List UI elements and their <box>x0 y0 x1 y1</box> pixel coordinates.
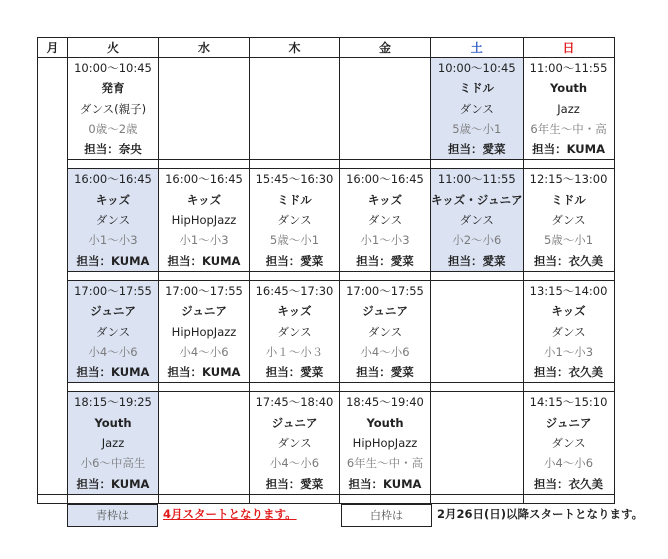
spacer-cell <box>159 160 250 169</box>
class-slot <box>431 58 524 160</box>
spacer-cell <box>250 160 340 169</box>
class-age: 小1～小3 <box>360 233 410 248</box>
class-age: 小1～小3 <box>88 233 138 248</box>
spacer-row <box>38 494 615 503</box>
day-header-sunday: 日 <box>523 38 614 58</box>
class-genre: ダンス <box>459 213 494 228</box>
class-genre: ダンス(親子) <box>79 101 147 116</box>
spacer-cell <box>250 494 340 503</box>
spacer-cell <box>523 271 614 280</box>
class-slot <box>340 169 431 271</box>
legend-white-box: 白枠は <box>341 504 432 527</box>
time-slot-row <box>38 392 615 494</box>
class-name: キッズ <box>277 304 312 319</box>
class-name: キッズ・ジュニア <box>431 192 523 207</box>
class-genre: ダンス <box>551 436 586 451</box>
empty-slot <box>38 392 68 494</box>
class-time: 16:00～16:45 <box>346 172 424 187</box>
class-genre: HipHopJazz <box>352 436 418 451</box>
legend-white-text: 2月26日(日)以降スタートとなります。 <box>437 507 644 521</box>
class-genre: ダンス <box>95 213 131 228</box>
class-time: 18:15～19:25 <box>74 395 152 410</box>
class-time: 13:15～14:00 <box>529 283 608 298</box>
class-name: ジュニア <box>545 415 592 430</box>
spacer-cell <box>340 383 431 392</box>
spacer-cell <box>340 494 431 503</box>
day-header-row <box>38 38 615 58</box>
class-teacher: 担当：愛菜 <box>356 253 414 268</box>
class-age: 小4～小6 <box>179 344 229 359</box>
class-teacher: 担当：KUMA <box>76 476 150 491</box>
class-time: 17:00～17:55 <box>346 283 424 298</box>
class-genre: ダンス <box>277 436 312 451</box>
class-teacher: 担当：KUMA <box>167 365 241 380</box>
spacer-cell <box>431 383 524 392</box>
empty-slot <box>38 169 68 271</box>
class-teacher: 担当：愛菜 <box>265 365 324 380</box>
class-name: ジュニア <box>271 415 318 430</box>
class-age: 5歳～小1 <box>543 233 594 248</box>
class-genre: ダンス <box>95 324 131 339</box>
spacer-row <box>38 160 615 169</box>
spacer-cell <box>159 383 250 392</box>
spacer-cell <box>68 160 159 169</box>
class-teacher: 担当：衣久美 <box>534 253 604 268</box>
class-genre: ダンス <box>459 101 494 116</box>
class-name: ミドル <box>277 192 312 207</box>
spacer-cell <box>431 271 524 280</box>
class-age: 小1～小3 <box>543 344 594 359</box>
class-teacher: 担当：KUMA <box>348 476 422 491</box>
empty-slot <box>159 58 250 160</box>
class-teacher: 担当：衣久美 <box>534 365 604 380</box>
class-teacher: 担当：KUMA <box>532 142 605 157</box>
class-time: 17:00～17:55 <box>165 283 243 298</box>
spacer-row <box>38 383 615 392</box>
class-teacher: 担当：愛菜 <box>448 142 506 157</box>
spacer-cell <box>340 160 431 169</box>
schedule-table <box>37 37 615 504</box>
day-header-tuesday: 火 <box>68 38 159 58</box>
class-slot <box>250 169 340 271</box>
class-slot <box>159 169 250 271</box>
class-time: 17:00～17:55 <box>74 283 152 298</box>
class-slot <box>250 392 340 494</box>
class-name: Youth <box>366 415 404 430</box>
class-teacher: 担当：KUMA <box>76 253 150 268</box>
schedule-body <box>38 58 615 504</box>
spacer-cell <box>38 160 68 169</box>
class-name: 発育 <box>101 81 125 96</box>
time-slot-row <box>38 169 615 271</box>
class-genre: HipHopJazz <box>171 324 237 339</box>
spacer-cell <box>431 160 524 169</box>
day-header-friday: 金 <box>340 38 431 58</box>
legend-blue-box: 青枠は <box>67 504 158 527</box>
class-slot <box>340 280 431 382</box>
spacer-cell <box>523 383 614 392</box>
spacer-cell <box>159 271 250 280</box>
class-genre: Jazz <box>557 101 580 116</box>
class-name: ジュニア <box>181 304 227 319</box>
class-age: 5歳～小1 <box>452 121 502 136</box>
class-genre: ダンス <box>551 213 586 228</box>
spacer-cell <box>340 271 431 280</box>
class-time: 14:15～15:10 <box>529 395 608 410</box>
time-slot-row <box>38 280 615 382</box>
spacer-cell <box>431 494 524 503</box>
class-age: 小4～小6 <box>269 456 320 471</box>
class-slot <box>431 169 524 271</box>
class-name: Youth <box>94 415 132 430</box>
class-time: 10:00～10:45 <box>74 61 152 75</box>
class-age: 小１～小３ <box>265 344 324 359</box>
spacer-cell <box>250 383 340 392</box>
class-teacher: 担当：KUMA <box>76 365 150 380</box>
day-header-thursday: 木 <box>250 38 340 58</box>
time-slot-row <box>38 58 615 160</box>
class-time: 12:15～13:00 <box>529 172 608 187</box>
class-teacher: 担当：衣久美 <box>534 476 604 491</box>
class-teacher: 担当：愛菜 <box>356 365 414 380</box>
class-time: 18:45～19:40 <box>346 395 424 410</box>
empty-slot <box>250 58 340 160</box>
class-name: キッズ <box>95 192 131 207</box>
class-name: ミドル <box>459 81 495 96</box>
empty-slot <box>340 58 431 160</box>
spacer-cell <box>523 494 614 503</box>
class-time: 16:00～16:45 <box>74 172 152 187</box>
class-age: 6年生～中・高 <box>346 456 424 471</box>
class-time: 15:45～16:30 <box>255 172 334 187</box>
class-age: 小2～小6 <box>452 233 502 248</box>
class-genre: ダンス <box>551 324 586 339</box>
class-genre: ダンス <box>277 324 312 339</box>
legend-blue-text: 4月スタートとなります。 <box>163 507 297 521</box>
empty-slot <box>38 280 68 382</box>
class-genre: HipHopJazz <box>171 213 237 228</box>
spacer-cell <box>38 383 68 392</box>
class-name: キッズ <box>186 192 222 207</box>
class-slot <box>68 392 159 494</box>
class-slot <box>68 280 159 382</box>
spacer-cell <box>523 160 614 169</box>
class-slot <box>340 392 431 494</box>
spacer-row <box>38 271 615 280</box>
class-time: 11:00～11:55 <box>529 61 608 75</box>
class-slot <box>523 392 614 494</box>
class-teacher: 担当：愛菜 <box>265 253 324 268</box>
class-time: 11:00～11:55 <box>437 172 516 187</box>
class-teacher: 担当：愛菜 <box>448 253 506 268</box>
class-slot <box>523 280 614 382</box>
spacer-cell <box>250 271 340 280</box>
empty-slot <box>431 392 524 494</box>
spacer-cell <box>68 383 159 392</box>
spacer-cell <box>159 494 250 503</box>
spacer-cell <box>38 494 68 503</box>
class-age: 6年生～中・高 <box>530 121 607 136</box>
spacer-cell <box>68 494 159 503</box>
class-age: 0歳～2歳 <box>88 121 138 136</box>
class-slot <box>523 169 614 271</box>
class-age: 小6～中高生 <box>80 456 146 471</box>
class-age: 小4～小6 <box>360 344 410 359</box>
class-time: 17:45～18:40 <box>255 395 334 410</box>
class-slot <box>523 58 614 160</box>
class-genre: Jazz <box>101 436 125 451</box>
class-age: 小4～小6 <box>543 456 594 471</box>
class-teacher: 担当：奈央 <box>84 142 142 157</box>
class-genre: ダンス <box>367 324 403 339</box>
class-name: ジュニア <box>362 304 408 319</box>
class-teacher: 担当：KUMA <box>167 253 241 268</box>
empty-slot <box>159 392 250 494</box>
spacer-cell <box>38 271 68 280</box>
class-genre: ダンス <box>367 213 403 228</box>
class-slot <box>250 280 340 382</box>
class-slot <box>68 169 159 271</box>
class-slot <box>159 280 250 382</box>
empty-slot <box>431 280 524 382</box>
class-name: キッズ <box>551 304 586 319</box>
spacer-cell <box>68 271 159 280</box>
class-slot <box>68 58 159 160</box>
day-header-saturday: 土 <box>431 38 524 58</box>
day-header-monday: 月 <box>38 38 68 58</box>
class-name: ジュニア <box>90 304 136 319</box>
class-name: キッズ <box>367 192 403 207</box>
class-age: 5歳～小1 <box>269 233 320 248</box>
class-age: 小1～小3 <box>179 233 229 248</box>
class-genre: ダンス <box>277 213 312 228</box>
day-header-wednesday: 水 <box>159 38 250 58</box>
class-age: 小4～小6 <box>88 344 138 359</box>
class-time: 10:00～10:45 <box>437 61 516 75</box>
class-name: Youth <box>550 81 588 96</box>
class-time: 16:45～17:30 <box>255 283 334 298</box>
empty-slot <box>38 58 68 160</box>
class-teacher: 担当：愛菜 <box>265 476 324 491</box>
class-time: 16:00～16:45 <box>165 172 243 187</box>
class-name: ミドル <box>551 192 586 207</box>
